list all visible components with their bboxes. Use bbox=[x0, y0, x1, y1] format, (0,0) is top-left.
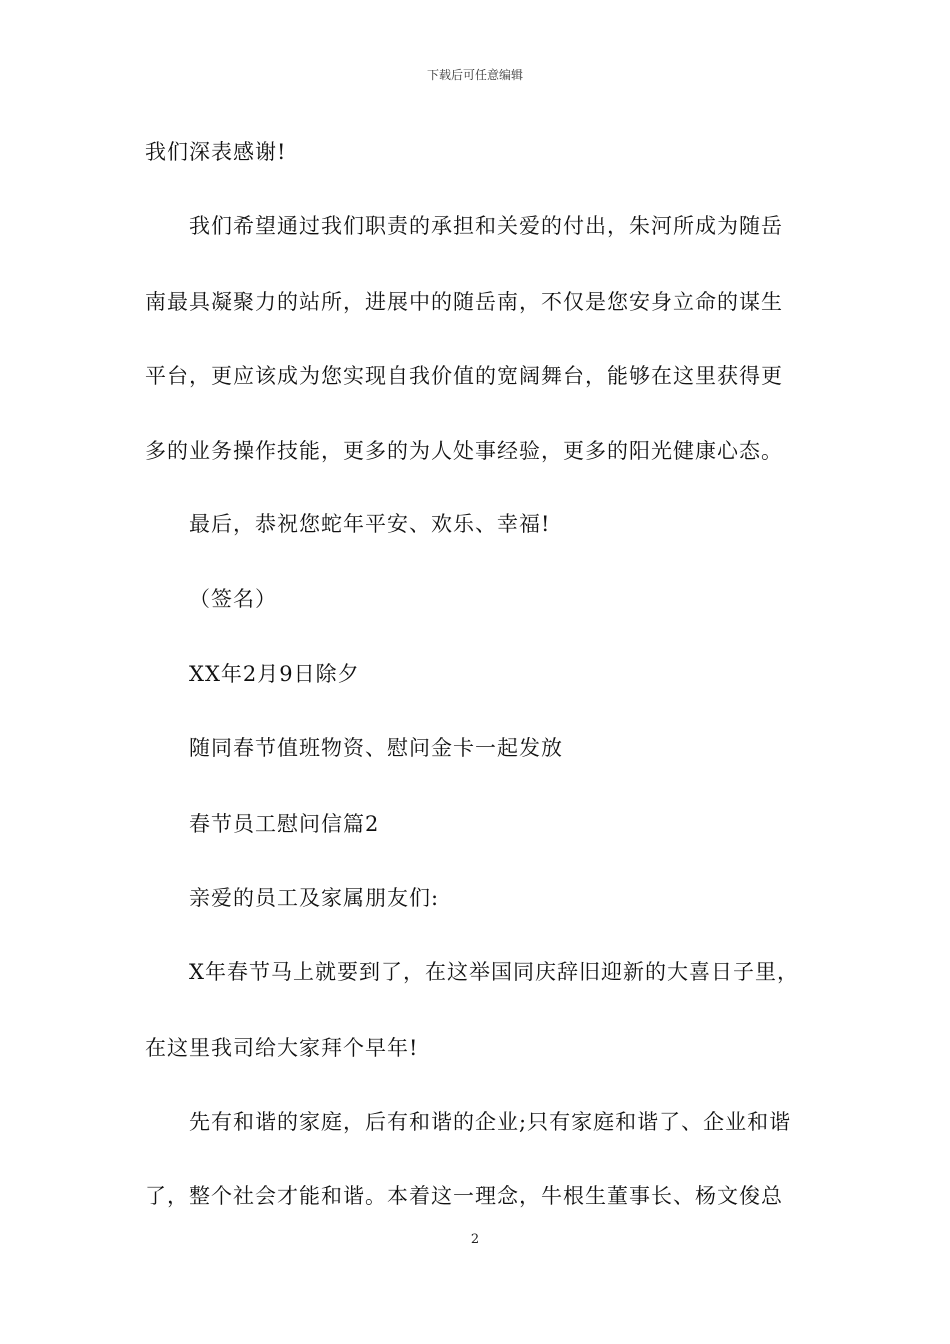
paragraph-line: 平台，更应该成为您实现自我价值的宽阔舞台，能够在这里获得更 bbox=[145, 364, 783, 388]
paragraph-line: 我们深表感谢! bbox=[145, 140, 287, 164]
paragraph-line: X年春节马上就要到了，在这举国同庆辞旧迎新的大喜日子里， bbox=[189, 960, 799, 984]
salutation-line: 亲爱的员工及家属朋友们: bbox=[189, 886, 440, 910]
paragraph-line: 在这里我司给大家拜个早年! bbox=[145, 1036, 419, 1060]
paragraph-line: 南最具凝聚力的站所，进展中的随岳南，不仅是您安身立命的谋生 bbox=[145, 290, 783, 314]
paragraph-line: 最后，恭祝您蛇年平安、欢乐、幸福! bbox=[189, 512, 551, 536]
paragraph-line: 了，整个社会才能和谐。本着这一理念，牛根生董事长、杨文俊总 bbox=[145, 1184, 783, 1208]
paragraph-line: 随同春节值班物资、慰问金卡一起发放 bbox=[189, 736, 563, 760]
signature-placeholder: （签名） bbox=[189, 587, 277, 611]
page-header: 下载后可任意编辑 bbox=[426, 68, 523, 82]
paragraph-line: 先有和谐的家庭，后有和谐的企业;只有家庭和谐了、企业和谐 bbox=[189, 1110, 792, 1134]
paragraph-line: 多的业务操作技能，更多的为人处事经验，更多的阳光健康心态。 bbox=[145, 439, 783, 463]
date-line: XX年2月9日除夕 bbox=[189, 662, 360, 686]
section-title: 春节员工慰问信篇2 bbox=[189, 812, 380, 836]
paragraph-line: 我们希望通过我们职责的承担和关爱的付出，朱河所成为随岳 bbox=[189, 214, 783, 238]
page-number: 2 bbox=[470, 1232, 480, 1247]
